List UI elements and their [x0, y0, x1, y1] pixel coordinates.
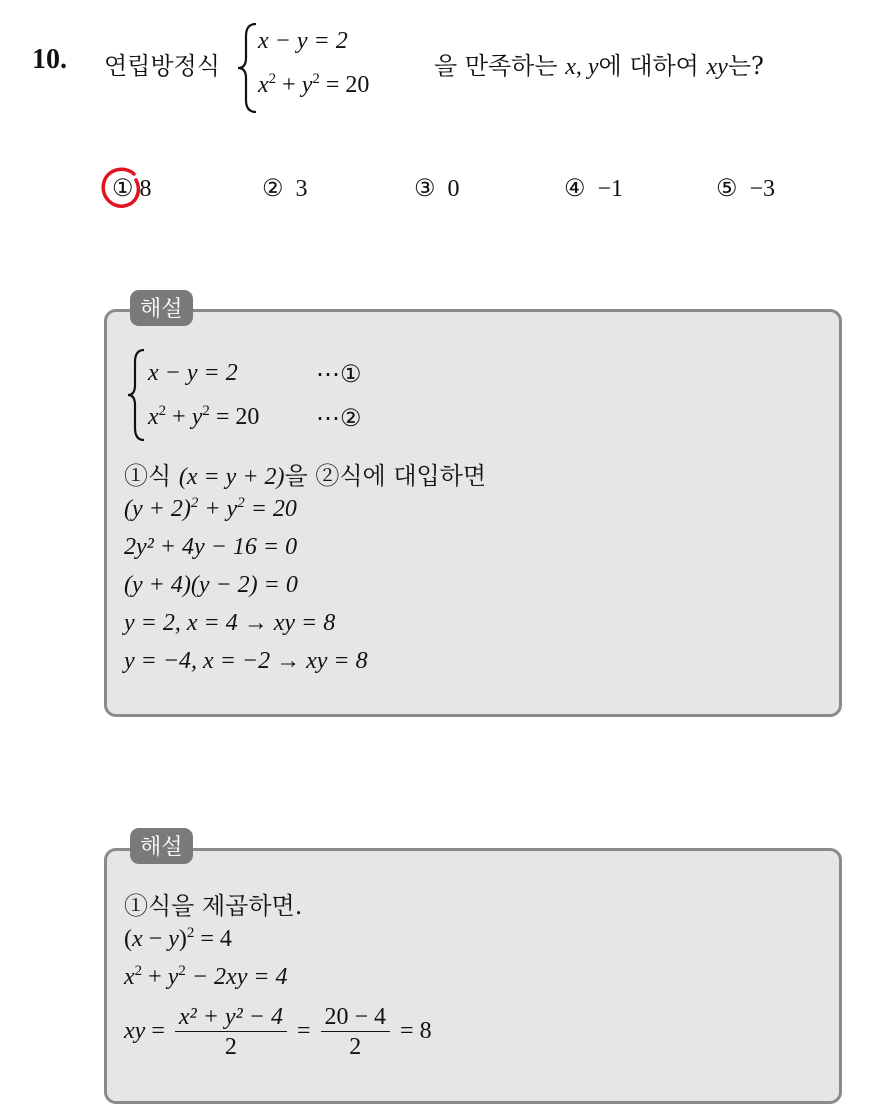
solution1-step-text: ①식 (x = y + 2)을 ②식에 대입하면: [124, 462, 487, 490]
solution1-line-5: y = −4, x = −2 → xy = 8: [124, 648, 368, 674]
choice-4[interactable]: ④ −1: [564, 174, 624, 202]
solution2-line-2: $x^2 + y^2 - 2xy = 4$: [124, 963, 288, 990]
question-lead: 연립방정식: [104, 52, 220, 80]
solution-tag-1: 해설: [130, 290, 193, 326]
solution2-line-1: $(x - y)^2 = 4$: [124, 925, 232, 952]
question-number: 10.: [32, 44, 67, 75]
solution2-text: ①식을 제곱하면.: [124, 892, 303, 920]
solution1-line-4: y = 2, x = 4 → xy = 8: [124, 610, 336, 636]
system-eq-1: x − y = 2: [258, 28, 348, 54]
fraction-2: $\frac{20 - 4}{2}$: [321, 1004, 391, 1061]
solution1-sys-eq1: x − y = 2: [148, 360, 238, 386]
choice-5[interactable]: ⑤ −3: [716, 174, 776, 202]
system-eq-2: $x^2 + y^2 = 20$: [258, 71, 370, 98]
solution1-ref-1: ⋯①: [316, 362, 362, 388]
left-brace-icon: [236, 22, 260, 114]
solution2-fraction-line: xy = $\frac{\text{x² + y² − 4}}{2}$ = $\frac{20 - 4}{2}$ = 8: [124, 1004, 432, 1060]
solution1-line-3: (y + 4)(y − 2) = 0: [124, 572, 298, 598]
choice-1[interactable]: ① 8: [112, 174, 152, 202]
solution1-sys-eq2: $x^2 + y^2 = 20$: [148, 403, 260, 430]
choice-2[interactable]: ② 3: [262, 174, 308, 202]
fraction-1: $\frac{\text{x² + y² − 4}}{2}$: [175, 1004, 287, 1061]
left-brace-icon: [126, 348, 148, 442]
solution1-line-1: $(y + 2)^2 + y^2 = 20$: [124, 495, 297, 522]
choice-3[interactable]: ③ 0: [414, 174, 460, 202]
solution1-line-2: 2y² + 4y − 16 = 0: [124, 534, 298, 560]
question-tail: 을 만족하는 x, y에 대하여 xy는?: [434, 52, 764, 80]
solution-tag-2: 해설: [130, 828, 193, 864]
solution1-ref-2: ⋯②: [316, 406, 362, 432]
